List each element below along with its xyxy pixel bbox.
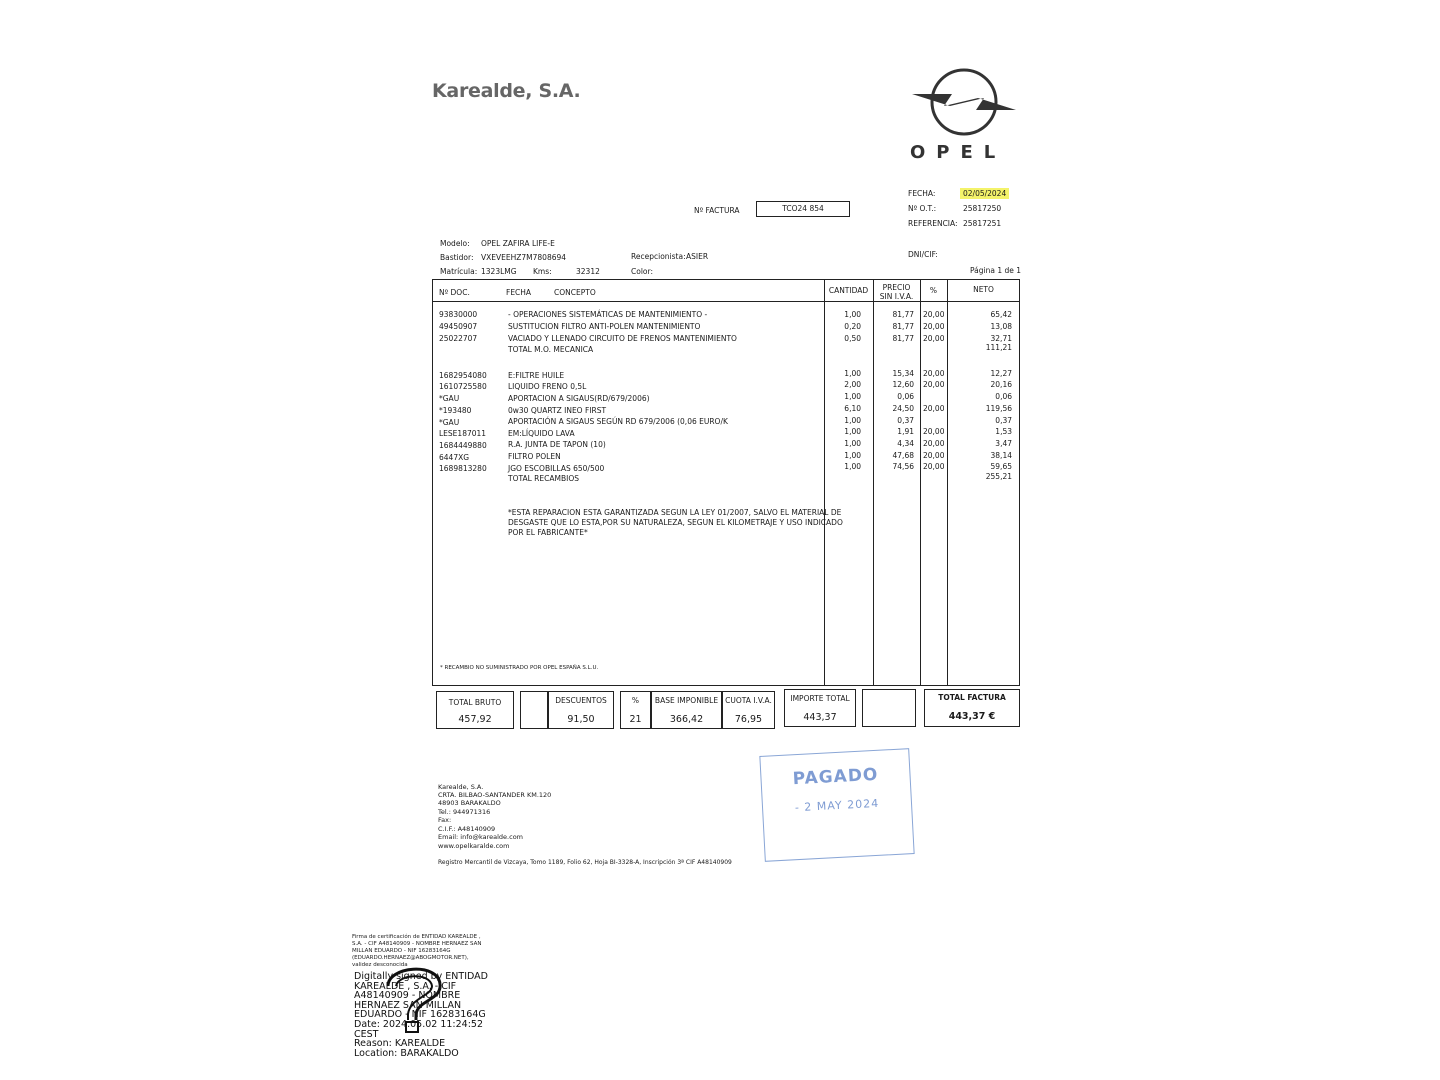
kms-label: Kms: [533, 267, 552, 276]
row-precio: 15,34 [892, 369, 914, 378]
footer-line: Tel.: 944971316 [438, 808, 491, 816]
footer-line: Karealde, S.A. [438, 783, 484, 791]
header-pct: % [929, 286, 938, 295]
row-neto: 1,53 [995, 427, 1012, 436]
matricula-value: 1323LMG [481, 267, 517, 276]
row-cantidad: 1,00 [844, 439, 861, 448]
cuota-iva-label: CUOTA I.V.A. [725, 696, 772, 705]
row-precio: 24,50 [892, 404, 914, 413]
total-factura-label: TOTAL FACTURA [938, 693, 1006, 702]
recepcionista-label: Recepcionista: [631, 252, 686, 261]
footer-line: CRTA. BILBAO-SANTANDER KM.120 [438, 791, 552, 799]
base-imponible-box [651, 691, 722, 729]
importe-total-box [784, 689, 856, 727]
header-precio-sub: SIN I.V.A. [879, 292, 914, 301]
header-doc: Nº DOC. [439, 288, 470, 297]
company-name: Karealde, S.A. [432, 80, 581, 102]
row-precio: 1,91 [897, 427, 914, 436]
pct-box [620, 691, 651, 729]
row-cantidad: 1,00 [844, 392, 861, 401]
header-neto: NETO [973, 285, 994, 294]
total-bruto-box [436, 691, 514, 729]
footer-line: www.opelkaralde.com [438, 842, 510, 850]
row-doc: *GAU [439, 418, 460, 427]
importe-total-value: 443,37 [803, 712, 837, 723]
row-cantidad: 1,00 [844, 369, 861, 378]
row-doc: *GAU [439, 394, 460, 403]
row-neto: 255,21 [985, 472, 1012, 481]
empty-box [862, 689, 916, 727]
row-pct: 20,00 [923, 404, 945, 413]
row-neto: 32,71 [990, 334, 1012, 343]
row-cantidad: 1,00 [844, 310, 861, 319]
row-concepto: SUSTITUCION FILTRO ANTI-POLEN MANTENIMIENTO [508, 322, 701, 331]
total-bruto-label: TOTAL BRUTO [448, 698, 502, 707]
row-neto: 20,16 [990, 380, 1012, 389]
row-precio: 4,34 [897, 439, 914, 448]
row-precio: 12,60 [892, 380, 914, 389]
warranty-note-line2: DESGASTE QUE LO ESTA,POR SU NATURALEZA, SEGUN EL KILOMETRAJE Y USO INDICADO [508, 518, 843, 527]
table-divider [920, 279, 921, 686]
row-cantidad: 0,50 [844, 334, 861, 343]
factura-label: Nº FACTURA [694, 206, 740, 215]
header-precio: PRECIO [882, 283, 911, 292]
row-neto: 111,21 [985, 343, 1012, 352]
row-neto: 12,27 [990, 369, 1012, 378]
footer-line: C.I.F.: A48140909 [438, 825, 496, 833]
fecha-value: 02/05/2024 [960, 188, 1009, 199]
signature-certificate-text: Firma de certificación de ENTIDAD KAREALDE , S.A. - CIF A48140909 - NOMBRE HERNAEZ SAN MILLAN EDUARDO - NIF 16283164G (EDUARDO.HERNAEZ@ABOGMOTOR.NET), validez desconocida [352, 934, 482, 968]
descuentos-label: DESCUENTOS [555, 696, 607, 705]
row-concepto: - OPERACIONES SISTEMÁTICAS DE MANTENIMIENTO - [508, 310, 708, 319]
matricula-label: Matrícula: [440, 267, 478, 276]
footer-line: Email: info@karealde.com [438, 833, 524, 841]
row-concepto: APORTACION A SIGAUS(RD/679/2006) [508, 394, 650, 403]
ot-label: Nº O.T.: [908, 204, 937, 213]
header-fecha: FECHA [506, 288, 532, 297]
row-concepto: VACIADO Y LLENADO CIRCUITO DE FRENOS MANTENIMIENTO [508, 334, 737, 343]
warranty-note-line1: *ESTA REPARACION ESTA GARANTIZADA SEGUN LA LEY 01/2007, SALVO EL MATERIAL DE [508, 508, 842, 517]
row-doc: 1684449880 [439, 441, 487, 450]
page-count: Página 1 de 1 [970, 266, 1022, 275]
row-concepto: TOTAL M.O. MECANICA [508, 345, 594, 354]
row-concepto: R.A. JUNTA DE TAPON (10) [508, 440, 606, 449]
row-doc: 49450907 [439, 322, 478, 331]
row-pct: 20,00 [923, 462, 945, 471]
cuota-iva-box [722, 691, 775, 729]
row-concepto: FILTRO POLEN [508, 452, 561, 461]
row-neto: 13,08 [990, 322, 1012, 331]
total-factura-value: 443,37 € [948, 711, 996, 722]
table-header-divider [432, 301, 1020, 302]
recepcionista-value: ASIER [686, 252, 709, 261]
row-concepto: 0w30 QUARTZ INEO FIRST [508, 406, 607, 415]
stamp-title: PAGADO [792, 764, 879, 790]
registro-mercantil: Registro Mercantil de Vizcaya, Tomo 1189, Folio 62, Hoja BI-3328-A, Inscripción 3ª CIF A48140909 [438, 859, 732, 866]
opel-blitz-logo-icon [908, 66, 1020, 140]
row-neto: 119,56 [985, 404, 1012, 413]
row-concepto: JGO ESCOBILLAS 650/500 [508, 464, 605, 473]
descuentos-box [548, 691, 614, 729]
stamp-date: - 2 MAY 2024 [794, 796, 880, 815]
row-cantidad: 1,00 [844, 416, 861, 425]
cuota-iva-value: 76,95 [734, 714, 763, 725]
row-concepto: LIQUIDO FRENO 0,5L [508, 382, 587, 391]
row-cantidad: 0,20 [844, 322, 861, 331]
row-precio: 47,68 [892, 451, 914, 460]
footer-line: Fax: [438, 816, 452, 824]
row-pct: 20,00 [923, 427, 945, 436]
header-concepto: CONCEPTO [554, 288, 596, 297]
modelo-label: Modelo: [440, 239, 470, 248]
total-bruto-value: 457,92 [458, 714, 492, 725]
row-concepto: E:FILTRE HUILE [508, 371, 565, 380]
empty-box [520, 691, 548, 729]
row-pct: 20,00 [923, 310, 945, 319]
row-pct: 20,00 [923, 369, 945, 378]
row-neto: 3,47 [995, 439, 1012, 448]
row-pct: 20,00 [923, 439, 945, 448]
row-doc: 1610725580 [439, 382, 487, 391]
row-pct: 20,00 [923, 380, 945, 389]
factura-number-box: TCO24 854 [756, 201, 850, 217]
bastidor-label: Bastidor: [440, 253, 474, 262]
footer-line: 48903 BARAKALDO [438, 799, 501, 807]
row-concepto: TOTAL RECAMBIOS [508, 474, 579, 483]
row-cantidad: 1,00 [844, 462, 861, 471]
row-cantidad: 1,00 [844, 451, 861, 460]
row-doc: LESE187011 [439, 429, 487, 438]
row-concepto: EM:LÍQUIDO LAVA [508, 429, 575, 438]
row-doc: 1682954080 [439, 371, 487, 380]
brand-name: OPEL [910, 142, 1007, 163]
warranty-note-line3: POR EL FABRICANTE* [508, 528, 588, 537]
base-imponible-value: 366,42 [669, 714, 704, 725]
row-pct: 20,00 [923, 322, 945, 331]
row-cantidad: 2,00 [844, 380, 861, 389]
row-doc: *193480 [439, 406, 472, 415]
bastidor-value: VXEVEEHZ7M7808694 [481, 253, 567, 262]
referencia-value: 25817251 [963, 219, 1002, 228]
row-doc: 6447XG [439, 453, 470, 462]
row-precio: 74,56 [892, 462, 914, 471]
pct-value: 21 [629, 714, 642, 725]
row-neto: 38,14 [990, 451, 1012, 460]
importe-total-label: IMPORTE TOTAL [790, 694, 850, 703]
descuentos-value: 91,50 [567, 714, 595, 725]
row-precio: 0,37 [897, 416, 914, 425]
modelo-value: OPEL ZAFIRA LIFE-E [481, 239, 555, 248]
row-neto: 0,37 [995, 416, 1012, 425]
recambio-footnote: * RECAMBIO NO SUMINISTRADO POR OPEL ESPAÑA S.L.U. [440, 665, 599, 671]
row-pct: 20,00 [923, 334, 945, 343]
row-doc: 25022707 [439, 334, 478, 343]
row-doc: 1689813280 [439, 464, 487, 473]
row-neto: 0,06 [995, 392, 1012, 401]
fecha-label: FECHA: [908, 189, 936, 198]
pagado-stamp [759, 748, 914, 862]
header-cantidad: CANTIDAD [828, 286, 869, 295]
row-precio: 81,77 [892, 322, 914, 331]
row-doc: 93830000 [439, 310, 478, 319]
ot-value: 25817250 [963, 204, 1002, 213]
row-precio: 81,77 [892, 310, 914, 319]
row-neto: 65,42 [990, 310, 1012, 319]
color-label: Color: [631, 267, 653, 276]
kms-value: 32312 [576, 267, 600, 276]
total-factura-box [924, 689, 1020, 727]
referencia-label: REFERENCIA: [908, 219, 958, 228]
row-pct: 20,00 [923, 451, 945, 460]
dni-label: DNI/CIF: [908, 250, 938, 259]
row-cantidad: 1,00 [844, 427, 861, 436]
row-neto: 59,65 [990, 462, 1012, 471]
base-imponible-label: BASE IMPONIBLE [654, 696, 719, 705]
pct-label: % [631, 696, 640, 705]
row-precio: 0,06 [897, 392, 914, 401]
row-concepto: APORTACIÓN A SIGAUS SEGÚN RD 679/2006 (0,06 EURO/K [508, 417, 728, 426]
row-precio: 81,77 [892, 334, 914, 343]
row-cantidad: 6,10 [844, 404, 861, 413]
digital-signature-text: Digitally signed by ENTIDAD KAREALDE , S.A. - CIF A48140909 - NOMBRE HERNAEZ SAN MILLAN EDUARDO - NIF 16283164G Date: 2024.05.02 11:24:52 CEST Reason: KAREALDE Location: BARAKALDO [354, 971, 488, 1059]
